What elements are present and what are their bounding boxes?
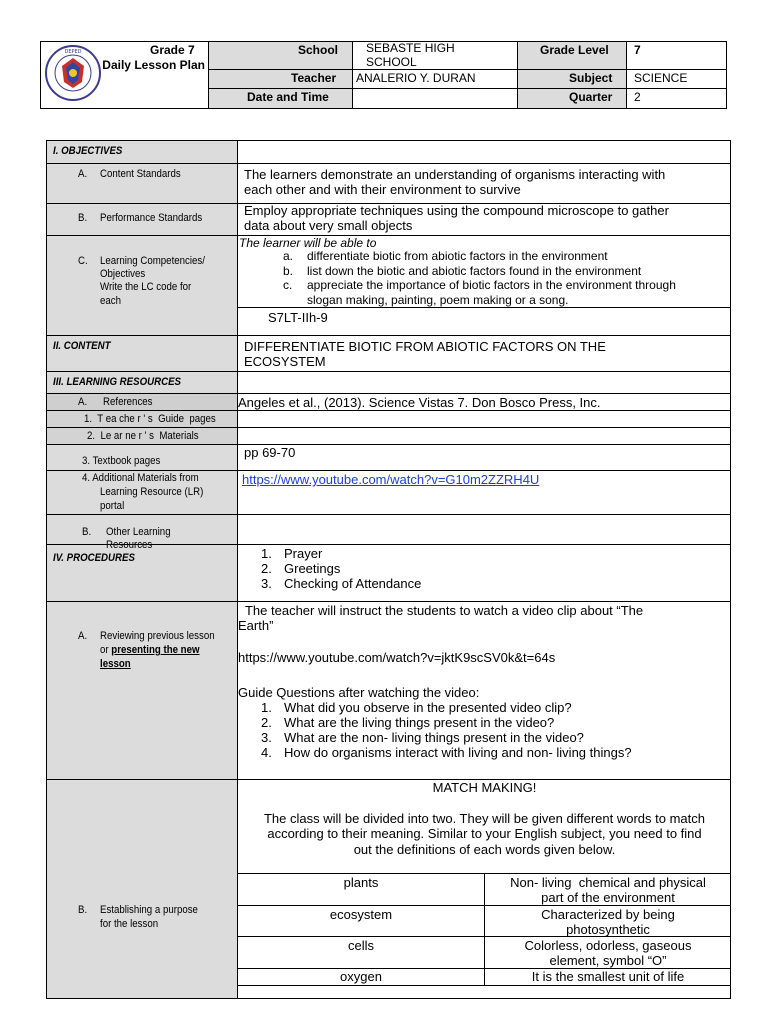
svg-text:DEPED: DEPED	[64, 49, 82, 55]
match-instructions-2: according to their meaning. Similar to your English subject, you need to find	[267, 826, 702, 841]
school-value-line2: SCHOOL	[366, 55, 417, 69]
opening-activities-list	[261, 546, 421, 591]
references-text: Angeles et al., (2013). Science Vistas 7. Don Bosco Press, Inc.	[238, 395, 601, 410]
additional-materials-label-3: portal	[100, 500, 125, 512]
content-heading: II. CONTENT	[53, 340, 111, 352]
content-standards-text-1: The learners demonstrate an understanding of organisms interacting with	[244, 167, 666, 182]
purpose-letter: B.	[78, 904, 88, 916]
competencies-list	[283, 249, 676, 307]
additional-materials-label-2: Learning Resource (LR)	[100, 486, 204, 498]
reviewing-label-2: or presenting the new	[100, 644, 200, 656]
textbook-pages-value: pp 69-70	[244, 445, 296, 460]
match-definition: It is the smallest unit of life	[531, 969, 685, 984]
other-resources-label-2: Resources	[106, 539, 153, 551]
quarter-value: 2	[634, 90, 641, 104]
school-label: School	[298, 43, 339, 57]
competencies-intro: The learner will be able to	[239, 236, 377, 250]
competencies-label-1: Learning Competencies/	[100, 255, 205, 267]
objectives-heading: I. OBJECTIVES	[53, 145, 123, 157]
purpose-label-2: for the lesson	[100, 918, 159, 930]
list-item: 1. Prayer	[261, 546, 323, 561]
list-item: 1. What did you observe in the presented video clip?	[261, 700, 572, 715]
match-word: cells	[347, 938, 374, 953]
list-item: 2. Greetings	[261, 561, 341, 576]
competencies-label-2: Objectives	[100, 268, 146, 280]
content-standards-text-2: each other and with their environment to survive	[244, 182, 521, 197]
competency-item-continued: slogan making, painting, poem making or a song.	[307, 292, 569, 307]
grade-level-label: Grade Level	[540, 43, 609, 57]
deped-seal-icon	[44, 44, 102, 102]
resources-heading: III. LEARNING RESOURCES	[53, 376, 182, 388]
additional-materials-label-1: 4. Additional Materials from	[82, 472, 199, 484]
teacher-label: Teacher	[291, 71, 337, 85]
performance-standards-letter: B.	[78, 212, 88, 224]
other-resources-letter: B.	[82, 526, 92, 538]
competency-item: a. differentiate biotic from abiotic factors in the environment	[283, 249, 608, 263]
competency-item: b. list down the biotic and abiotic factors found in the environment	[283, 263, 642, 278]
guide-questions-list	[261, 700, 632, 760]
competencies-label-3: Write the LC code for	[100, 281, 192, 293]
reviewing-text-1: The teacher will instruct the students to watch a video clip about “The	[238, 603, 644, 618]
quarter-label: Quarter	[569, 90, 613, 104]
performance-standards-text-2: data about very small objects	[244, 218, 413, 233]
list-item: 3. Checking of Attendance	[261, 576, 422, 591]
school-value-line1: SEBASTE HIGH	[366, 41, 455, 55]
competency-item: c. appreciate the importance of biotic factors in the environment through	[283, 278, 676, 292]
procedures-heading: IV. PROCEDURES	[53, 552, 135, 564]
reviewing-label-3: lesson	[100, 658, 131, 670]
competencies-letter: C.	[78, 255, 88, 267]
textbook-pages-label: 3. Textbook pages	[82, 455, 161, 467]
learners-materials-label: 2. Le ar ne r ' s Materials	[87, 430, 199, 442]
match-word: oxygen	[340, 969, 382, 984]
list-item: 3. What are the non- living things present in the video?	[261, 730, 584, 745]
lr-portal-link[interactable]: https://www.youtube.com/watch?v=G10m2ZZRH4U	[242, 472, 540, 487]
match-definition: Characterized by being photosynthetic	[541, 907, 675, 937]
content-text-2: ECOSYSTEM	[244, 354, 326, 369]
teachers-guide-label: 1. T ea che r ' s Guide pages	[84, 413, 216, 425]
match-instructions-3: out the definitions of each words given below.	[353, 842, 616, 857]
teacher-value: ANALERIO Y. DURAN	[356, 71, 476, 85]
match-word: ecosystem	[329, 907, 393, 922]
grade-level-value: 7	[634, 43, 641, 57]
references-letter: A.	[78, 396, 88, 408]
reviewing-letter: A.	[78, 630, 88, 642]
match-definition: Colorless, odorless, gaseous element, symbol “O”	[524, 938, 692, 968]
reviewing-label-1: Reviewing previous lesson	[100, 630, 215, 642]
match-instructions-1: The class will be divided into two. They will be given different words to match	[263, 811, 705, 826]
subject-value: SCIENCE	[634, 71, 688, 85]
guide-questions-heading: Guide Questions after watching the video:	[238, 685, 480, 700]
content-text-1: DIFFERENTIATE BIOTIC FROM ABIOTIC FACTORS ON THE	[244, 339, 606, 354]
performance-standards-text-1: Employ appropriate techniques using the compound microscope to gather	[244, 203, 669, 218]
list-item: 4. How do organisms interact with living and non- living things?	[261, 745, 632, 760]
subject-label: Subject	[569, 71, 613, 85]
grade-label: Grade 7	[150, 43, 195, 57]
match-making-title: MATCH MAKING!	[432, 780, 537, 795]
reviewing-text-2: Earth”	[238, 618, 274, 633]
other-resources-clip	[47, 515, 237, 551]
list-item: 2. What are the living things present in the video?	[261, 715, 555, 730]
match-definition: Non- living chemical and physical part of the environment	[510, 875, 706, 905]
competencies-label-4: each	[100, 295, 121, 307]
references-label: References	[103, 396, 153, 408]
reviewing-video-url: https://www.youtube.com/watch?v=jktK9scSV0k&t=64s	[238, 650, 556, 665]
purpose-label-1: Establishing a purpose	[100, 904, 198, 916]
content-standards-label: Content Standards	[100, 168, 181, 180]
lc-code: S7LT-IIh-9	[268, 310, 328, 325]
plan-title: Daily Lesson Plan	[102, 58, 205, 72]
date-label: Date and Time	[247, 90, 329, 104]
match-word: plants	[343, 875, 379, 890]
other-resources-label-1: Other Learning	[106, 526, 171, 538]
performance-standards-label: Performance Standards	[100, 212, 203, 224]
content-standards-letter: A.	[78, 168, 88, 180]
